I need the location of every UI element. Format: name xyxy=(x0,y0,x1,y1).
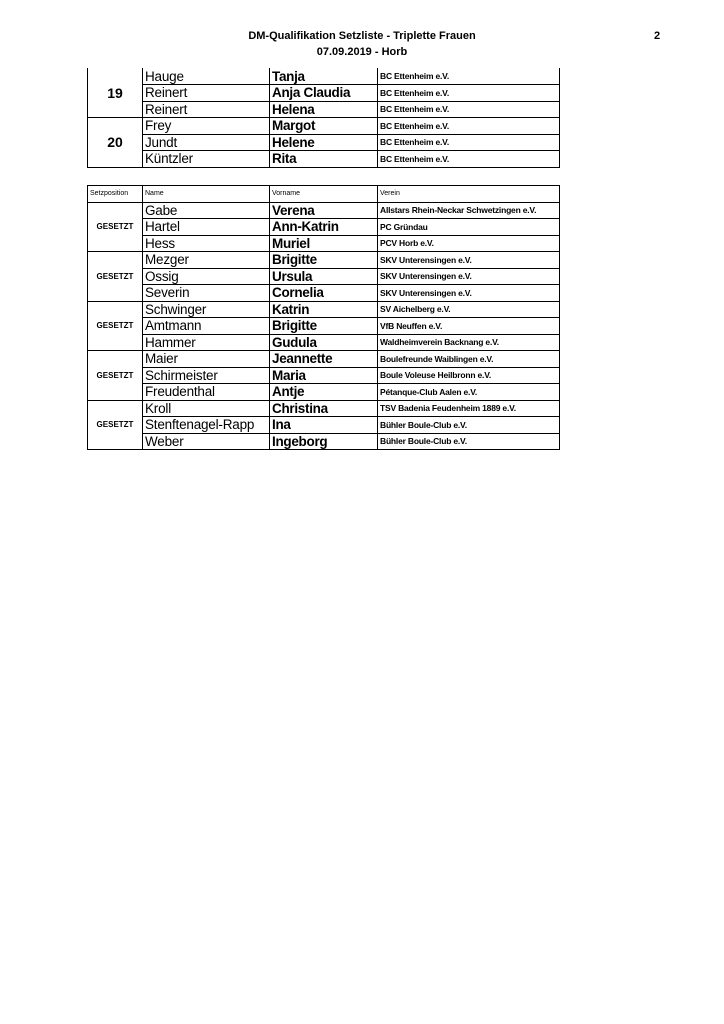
player-name: Reinert xyxy=(143,85,270,102)
player-vorname: Ingeborg xyxy=(270,433,378,450)
player-vorname: Maria xyxy=(270,367,378,384)
table-row xyxy=(88,301,560,318)
player-name: Weber xyxy=(143,433,270,450)
table-row xyxy=(88,101,560,118)
player-verein: BC Ettenheim e.V. xyxy=(378,151,560,168)
player-vorname: Ina xyxy=(270,417,378,434)
player-vorname: Brigitte xyxy=(270,252,378,269)
table-row xyxy=(88,318,560,335)
player-vorname: Christina xyxy=(270,400,378,417)
player-verein: VfB Neuffen e.V. xyxy=(378,318,560,335)
table-row xyxy=(88,334,560,351)
column-header-setzposition: Setzposition xyxy=(88,186,143,203)
table-row xyxy=(88,285,560,302)
table-row xyxy=(88,351,560,368)
table-row xyxy=(88,134,560,151)
player-verein: TSV Badenia Feudenheim 1889 e.V. xyxy=(378,400,560,417)
player-vorname: Helene xyxy=(270,134,378,151)
seed-position: GESETZT xyxy=(88,252,143,302)
page-number: 2 xyxy=(654,30,661,42)
player-verein: BC Ettenheim e.V. xyxy=(378,118,560,135)
table-row xyxy=(88,252,560,269)
seed-position: GESETZT xyxy=(88,301,143,351)
table-row xyxy=(88,235,560,252)
player-name: Stenftenagel-Rapp xyxy=(143,417,270,434)
player-name: Maier xyxy=(143,351,270,368)
player-verein: Pétanque-Club Aalen e.V. xyxy=(378,384,560,401)
player-name: Severin xyxy=(143,285,270,302)
player-verein: SKV Unterensingen e.V. xyxy=(378,285,560,302)
column-header-verein: Verein xyxy=(378,186,560,203)
player-vorname: Margot xyxy=(270,118,378,135)
player-verein: BC Ettenheim e.V. xyxy=(378,68,560,85)
player-verein: Boule Voleuse Heilbronn e.V. xyxy=(378,367,560,384)
player-name: Amtmann xyxy=(143,318,270,335)
player-name: Schwinger xyxy=(143,301,270,318)
player-name: Freudenthal xyxy=(143,384,270,401)
player-name: Hess xyxy=(143,235,270,252)
player-name: Hauge xyxy=(143,68,270,85)
player-vorname: Muriel xyxy=(270,235,378,252)
player-vorname: Ann-Katrin xyxy=(270,219,378,236)
seed-position: GESETZT xyxy=(88,351,143,401)
player-name: Kroll xyxy=(143,400,270,417)
page-title: DM-Qualifikation Setzliste - Triplette Frauen xyxy=(248,30,476,42)
player-name: Hartel xyxy=(143,219,270,236)
continued-teams-table xyxy=(87,68,560,168)
player-vorname: Katrin xyxy=(270,301,378,318)
table-row xyxy=(88,85,560,102)
player-vorname: Antje xyxy=(270,384,378,401)
player-verein: SKV Unterensingen e.V. xyxy=(378,268,560,285)
table-row xyxy=(88,202,560,219)
player-verein: BC Ettenheim e.V. xyxy=(378,134,560,151)
player-name: Frey xyxy=(143,118,270,135)
player-name: Schirmeister xyxy=(143,367,270,384)
table-row xyxy=(88,400,560,417)
player-name: Küntzler xyxy=(143,151,270,168)
player-name: Ossig xyxy=(143,268,270,285)
seed-position: GESETZT xyxy=(88,400,143,450)
page-subtitle: 07.09.2019 - Horb xyxy=(316,46,408,58)
player-vorname: Ursula xyxy=(270,268,378,285)
table-row xyxy=(88,433,560,450)
player-verein: BC Ettenheim e.V. xyxy=(378,101,560,118)
table-header-row xyxy=(88,186,560,203)
player-vorname: Tanja xyxy=(270,68,378,85)
table-row xyxy=(88,68,560,85)
player-vorname: Anja Claudia xyxy=(270,85,378,102)
player-verein: PC Gründau xyxy=(378,219,560,236)
player-verein: Bühler Boule-Club e.V. xyxy=(378,433,560,450)
team-number: 19 xyxy=(88,68,143,118)
seeded-teams-table xyxy=(87,185,560,450)
table-row xyxy=(88,219,560,236)
player-name: Reinert xyxy=(143,101,270,118)
player-verein: PCV Horb e.V. xyxy=(378,235,560,252)
team-number: 20 xyxy=(88,118,143,168)
player-verein: BC Ettenheim e.V. xyxy=(378,85,560,102)
player-name: Hammer xyxy=(143,334,270,351)
player-name: Gabe xyxy=(143,202,270,219)
table-row xyxy=(88,417,560,434)
table-row xyxy=(88,384,560,401)
player-vorname: Jeannette xyxy=(270,351,378,368)
table-row xyxy=(88,151,560,168)
column-header-vorname: Vorname xyxy=(270,186,378,203)
player-name: Jundt xyxy=(143,134,270,151)
player-vorname: Rita xyxy=(270,151,378,168)
player-vorname: Verena xyxy=(270,202,378,219)
player-verein: Bühler Boule-Club e.V. xyxy=(378,417,560,434)
player-vorname: Cornelia xyxy=(270,285,378,302)
player-verein: Waldheimverein Backnang e.V. xyxy=(378,334,560,351)
player-vorname: Brigitte xyxy=(270,318,378,335)
player-name: Mezger xyxy=(143,252,270,269)
column-header-name: Name xyxy=(143,186,270,203)
table-row xyxy=(88,367,560,384)
player-verein: SKV Unterensingen e.V. xyxy=(378,252,560,269)
player-verein: Allstars Rhein-Neckar Schwetzingen e.V. xyxy=(378,202,560,219)
table-row xyxy=(88,268,560,285)
table-row xyxy=(88,118,560,135)
player-vorname: Gudula xyxy=(270,334,378,351)
seed-position: GESETZT xyxy=(88,202,143,252)
player-vorname: Helena xyxy=(270,101,378,118)
player-verein: SV Aichelberg e.V. xyxy=(378,301,560,318)
player-verein: Boulefreunde Waiblingen e.V. xyxy=(378,351,560,368)
